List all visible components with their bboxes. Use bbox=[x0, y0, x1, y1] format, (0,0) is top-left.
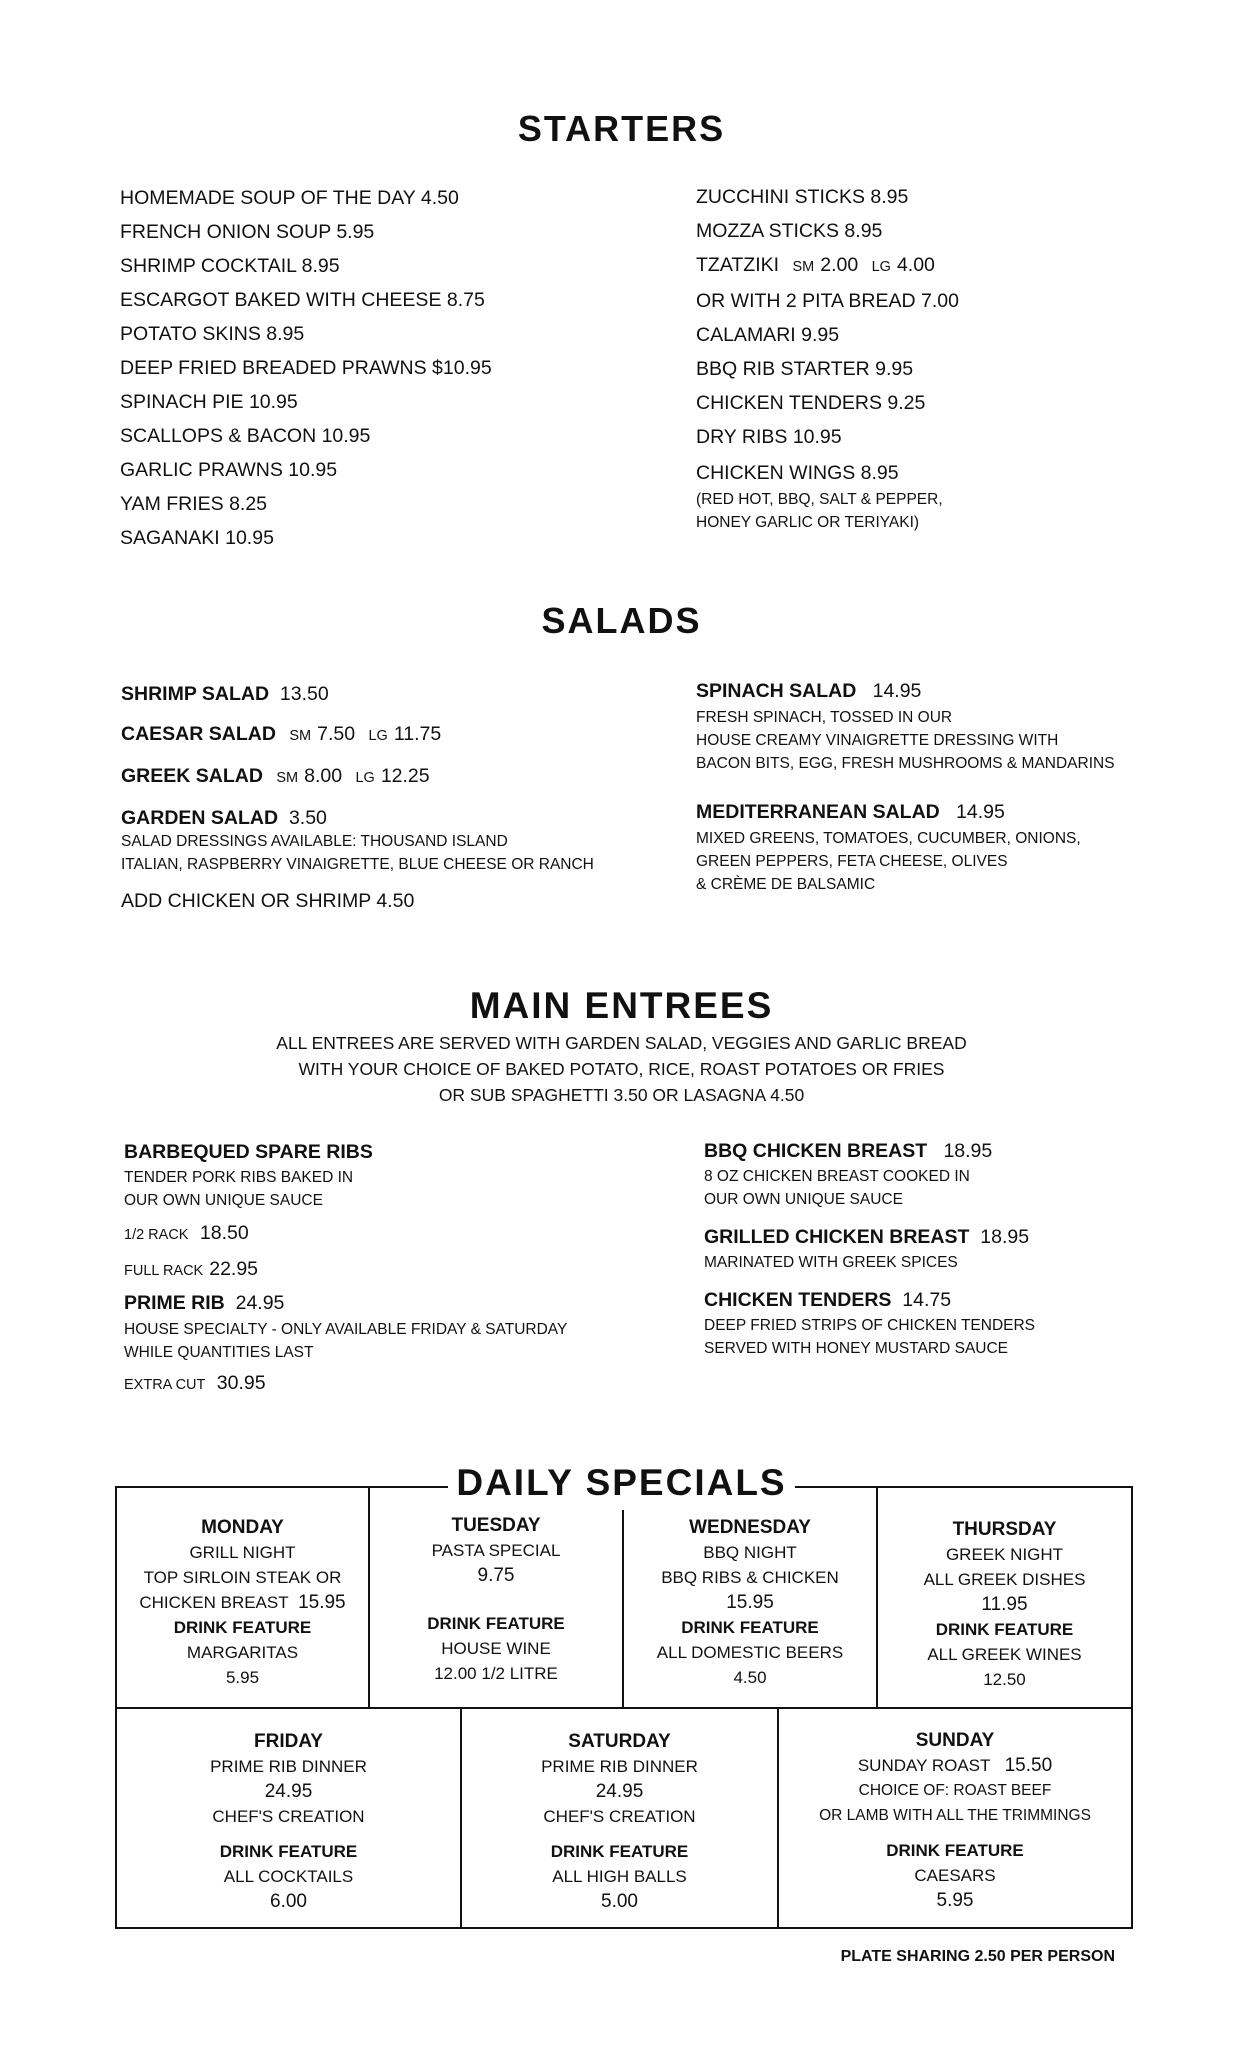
entree-price: 18.95 bbox=[943, 1140, 993, 1162]
entree-name: BARBEQUED SPARE RIBS bbox=[124, 1141, 373, 1163]
item-note: SERVED WITH HONEY MUSTARD SAUCE bbox=[704, 1340, 1009, 1357]
size-small: SM bbox=[276, 770, 299, 786]
drink-price: 12.50 bbox=[983, 1670, 1026, 1689]
special-price: 24.95 bbox=[264, 1781, 313, 1802]
entree-item bbox=[704, 1137, 1035, 1165]
item-note: & CRÈME DE BALSAMIC bbox=[696, 876, 876, 893]
item-note: HONEY GARLIC OR TERIYAKI) bbox=[696, 514, 920, 531]
drink-feature-label: DRINK FEATURE bbox=[681, 1618, 819, 1637]
salads-right-column bbox=[696, 676, 1115, 896]
option-price: 22.95 bbox=[209, 1258, 259, 1280]
mains-heading: MAIN ENTREES bbox=[469, 985, 774, 1026]
specials-row-divider bbox=[115, 1707, 1133, 1709]
special-price: 24.95 bbox=[595, 1781, 644, 1802]
size-small: SM bbox=[792, 259, 815, 275]
price-large: 11.75 bbox=[393, 723, 442, 745]
entree-price: 24.95 bbox=[235, 1292, 285, 1314]
salad-item bbox=[696, 797, 1115, 827]
entree-item bbox=[124, 1288, 567, 1318]
entree-option bbox=[124, 1366, 567, 1402]
option-price: 18.50 bbox=[199, 1222, 249, 1244]
menu-item: FRENCH ONION SOUP 5.95 bbox=[120, 221, 375, 243]
item-note: HOUSE SPECIALTY - ONLY AVAILABLE FRIDAY & SATURDAY bbox=[124, 1321, 568, 1338]
item-note: FRESH SPINACH, TOSSED IN OUR bbox=[696, 709, 953, 726]
menu-item: ESCARGOT BAKED WITH CHEESE 8.75 bbox=[120, 289, 485, 311]
entree-price: 18.95 bbox=[980, 1226, 1030, 1248]
special-line: TOP SIRLOIN STEAK OR bbox=[143, 1568, 342, 1587]
item-price: 3.50 bbox=[288, 807, 327, 829]
item-name: CAESAR SALAD bbox=[121, 723, 276, 745]
special-line: SUNDAY ROAST 15.50 bbox=[857, 1755, 1053, 1776]
item-name: GREEK SALAD bbox=[121, 765, 263, 787]
price-small: 2.00 bbox=[820, 254, 859, 276]
item-note: ITALIAN, RASPBERRY VINAIGRETTE, BLUE CHEESE OR RANCH bbox=[121, 856, 594, 873]
size-large: LG bbox=[871, 259, 891, 275]
special-wednesday bbox=[624, 1515, 876, 1690]
drink-feature-label: DRINK FEATURE bbox=[427, 1614, 565, 1633]
drink-price: 4.50 bbox=[733, 1668, 767, 1687]
price-small: 7.50 bbox=[317, 723, 356, 745]
menu-item: SAGANAKI 10.95 bbox=[120, 527, 274, 549]
entree-price: 14.75 bbox=[902, 1289, 952, 1311]
drink-name: ALL DOMESTIC BEERS bbox=[656, 1643, 844, 1662]
day-name: MONDAY bbox=[201, 1517, 284, 1538]
option-label: 1/2 RACK bbox=[124, 1227, 189, 1243]
intro-line: WITH YOUR CHOICE OF BAKED POTATO, RICE, ROAST POTATOES OR FRIES bbox=[298, 1059, 945, 1079]
drink-price: 5.95 bbox=[225, 1668, 260, 1687]
entree-name: BBQ CHICKEN BREAST bbox=[704, 1140, 928, 1162]
item-note: MIXED GREENS, TOMATOES, CUCUMBER, ONIONS, bbox=[696, 830, 1081, 847]
drink-price: 5.00 bbox=[601, 1891, 638, 1912]
special-line: CHICKEN BREAST 15.95 bbox=[139, 1592, 346, 1613]
drink-feature-label: DRINK FEATURE bbox=[173, 1618, 312, 1637]
menu-item: CHICKEN TENDERS 9.25 bbox=[696, 392, 926, 414]
menu-item: MOZZA STICKS 8.95 bbox=[696, 220, 883, 242]
menu-item: OR WITH 2 PITA BREAD 7.00 bbox=[696, 290, 959, 312]
item-note: HOUSE CREAMY VINAIGRETTE DRESSING WITH bbox=[696, 732, 1059, 749]
entree-item bbox=[704, 1223, 1035, 1251]
day-name: FRIDAY bbox=[254, 1731, 323, 1752]
special-sunday bbox=[779, 1728, 1131, 1913]
drink-name: ALL COCKTAILS bbox=[223, 1867, 354, 1886]
drink-name: CAESARS bbox=[914, 1866, 996, 1885]
special-line: PASTA SPECIAL bbox=[431, 1541, 561, 1560]
drink-name: HOUSE WINE bbox=[441, 1639, 551, 1658]
item-name: TZATZIKI bbox=[696, 254, 780, 276]
item-note: 8 OZ CHICKEN BREAST COOKED IN bbox=[704, 1168, 970, 1185]
special-price: 11.95 bbox=[981, 1594, 1028, 1615]
salad-item bbox=[121, 756, 594, 798]
intro-line: ALL ENTREES ARE SERVED WITH GARDEN SALAD, VEGGIES AND GARLIC BREAD bbox=[276, 1033, 967, 1053]
salads-left-column bbox=[121, 674, 594, 918]
item-note: (RED HOT, BBQ, SALT & PEPPER, bbox=[696, 491, 943, 508]
size-large: LG bbox=[368, 728, 388, 744]
size-large: LG bbox=[355, 770, 375, 786]
menu-item: BBQ RIB STARTER 9.95 bbox=[696, 358, 914, 380]
item-note: SALAD DRESSINGS AVAILABLE: THOUSAND ISLAND bbox=[121, 833, 508, 850]
entree-item bbox=[704, 1286, 1035, 1314]
plate-sharing-note: PLATE SHARING 2.50 PER PERSON bbox=[840, 1948, 1115, 1965]
special-line: OR LAMB WITH ALL THE TRIMMINGS bbox=[819, 1807, 1091, 1824]
menu-item: SHRIMP COCKTAIL 8.95 bbox=[120, 255, 340, 277]
item-price: 14.95 bbox=[872, 680, 922, 702]
special-price: 9.75 bbox=[477, 1565, 515, 1586]
item-note: MARINATED WITH GREEK SPICES bbox=[704, 1254, 958, 1271]
drink-name: ALL HIGH BALLS bbox=[552, 1867, 687, 1886]
drink-feature-label: DRINK FEATURE bbox=[219, 1842, 358, 1861]
item-name: MEDITERRANEAN SALAD bbox=[696, 801, 940, 823]
starters-heading: STARTERS bbox=[517, 108, 726, 149]
menu-item: DEEP FRIED BREADED PRAWNS $10.95 bbox=[120, 357, 492, 379]
menu-item: SCALLOPS & BACON 10.95 bbox=[120, 425, 371, 447]
mains-intro bbox=[0, 1030, 1243, 1108]
menu-item-tzatziki bbox=[696, 248, 959, 284]
item-name: GARDEN SALAD bbox=[121, 807, 279, 829]
special-tuesday bbox=[370, 1513, 622, 1686]
item-note: BACON BITS, EGG, FRESH MUSHROOMS & MANDARINS bbox=[696, 755, 1115, 772]
day-name: WEDNESDAY bbox=[689, 1517, 811, 1538]
drink-name: MARGARITAS bbox=[186, 1643, 299, 1662]
salad-item bbox=[696, 676, 1115, 706]
item-note: OUR OWN UNIQUE SAUCE bbox=[704, 1191, 903, 1208]
drink-feature-label: DRINK FEATURE bbox=[935, 1620, 1074, 1639]
special-price: 15.95 bbox=[726, 1592, 774, 1613]
special-saturday bbox=[462, 1729, 777, 1914]
special-line: CHEF'S CREATION bbox=[212, 1807, 365, 1826]
entree-option bbox=[124, 1252, 567, 1288]
special-line: BBQ RIBS & CHICKEN bbox=[661, 1568, 839, 1587]
item-note: DEEP FRIED STRIPS OF CHICKEN TENDERS bbox=[704, 1317, 1036, 1334]
menu-item: GARLIC PRAWNS 10.95 bbox=[120, 459, 338, 481]
item-name: SPINACH SALAD bbox=[696, 680, 857, 702]
entree-name: PRIME RIB bbox=[124, 1292, 225, 1314]
menu-item: ZUCCHINI STICKS 8.95 bbox=[696, 186, 909, 208]
special-line: PRIME RIB DINNER bbox=[541, 1757, 698, 1776]
item-price: 13.50 bbox=[279, 683, 329, 705]
special-line: BBQ NIGHT bbox=[703, 1543, 797, 1562]
item-note: WHILE QUANTITIES LAST bbox=[124, 1344, 314, 1361]
special-monday bbox=[117, 1515, 368, 1690]
mains-left-column bbox=[124, 1138, 567, 1402]
entree-option bbox=[124, 1216, 567, 1252]
item-note: OUR OWN UNIQUE SAUCE bbox=[124, 1192, 323, 1209]
entree-name: CHICKEN TENDERS bbox=[704, 1289, 892, 1311]
menu-item: CHICKEN WINGS 8.95 bbox=[696, 462, 899, 484]
starters-left-column bbox=[120, 181, 492, 555]
special-line: PRIME RIB DINNER bbox=[210, 1757, 367, 1776]
drink-name: ALL GREEK WINES bbox=[927, 1645, 1082, 1664]
special-friday bbox=[117, 1729, 460, 1914]
mains-right-column bbox=[704, 1137, 1035, 1360]
starters-right-column bbox=[696, 180, 959, 534]
daily-specials-heading: DAILY SPECIALS bbox=[0, 1462, 1243, 1504]
drink-feature-label: DRINK FEATURE bbox=[550, 1842, 689, 1861]
special-thursday bbox=[878, 1517, 1131, 1692]
salads-heading: SALADS bbox=[541, 600, 702, 641]
day-name: THURSDAY bbox=[952, 1519, 1057, 1540]
drink-price: 5.95 bbox=[936, 1890, 974, 1911]
special-line: CHOICE OF: ROAST BEEF bbox=[858, 1782, 1052, 1799]
day-name: TUESDAY bbox=[451, 1515, 541, 1536]
special-line: ALL GREEK DISHES bbox=[923, 1570, 1086, 1589]
menu-item: DRY RIBS 10.95 bbox=[696, 426, 842, 448]
day-name: SATURDAY bbox=[568, 1731, 671, 1752]
menu-item: CALAMARI 9.95 bbox=[696, 324, 840, 346]
special-line: GREEK NIGHT bbox=[945, 1545, 1064, 1564]
price-large: 4.00 bbox=[896, 254, 935, 276]
intro-line: OR SUB SPAGHETTI 3.50 OR LASAGNA 4.50 bbox=[438, 1085, 805, 1105]
drink-price: 6.00 bbox=[270, 1891, 307, 1912]
salad-addon: ADD CHICKEN OR SHRIMP 4.50 bbox=[121, 890, 415, 912]
option-label: FULL RACK bbox=[124, 1263, 204, 1279]
size-small: SM bbox=[289, 728, 312, 744]
item-note: TENDER PORK RIBS BAKED IN bbox=[124, 1169, 354, 1186]
day-name: SUNDAY bbox=[915, 1730, 995, 1751]
special-line: GRILL NIGHT bbox=[189, 1543, 296, 1562]
item-name: SHRIMP SALAD bbox=[121, 683, 270, 705]
menu-item: SPINACH PIE 10.95 bbox=[120, 391, 298, 413]
drink-feature-label: DRINK FEATURE bbox=[886, 1841, 1024, 1860]
option-label: EXTRA CUT bbox=[124, 1377, 206, 1393]
salad-item bbox=[121, 714, 594, 756]
entree-name: GRILLED CHICKEN BREAST bbox=[704, 1226, 970, 1248]
menu-item: POTATO SKINS 8.95 bbox=[120, 323, 305, 345]
price-large: 12.25 bbox=[380, 765, 430, 787]
option-price: 30.95 bbox=[216, 1372, 266, 1394]
item-price: 14.95 bbox=[956, 801, 1005, 823]
salad-item bbox=[121, 674, 594, 714]
drink-price: 12.00 1/2 LITRE bbox=[434, 1664, 558, 1683]
menu-item: YAM FRIES 8.25 bbox=[120, 493, 268, 515]
price-small: 8.00 bbox=[304, 765, 343, 787]
menu-item: HOMEMADE SOUP OF THE DAY 4.50 bbox=[120, 187, 459, 209]
special-line: CHEF'S CREATION bbox=[543, 1807, 696, 1826]
item-note: GREEN PEPPERS, FETA CHEESE, OLIVES bbox=[696, 853, 1008, 870]
